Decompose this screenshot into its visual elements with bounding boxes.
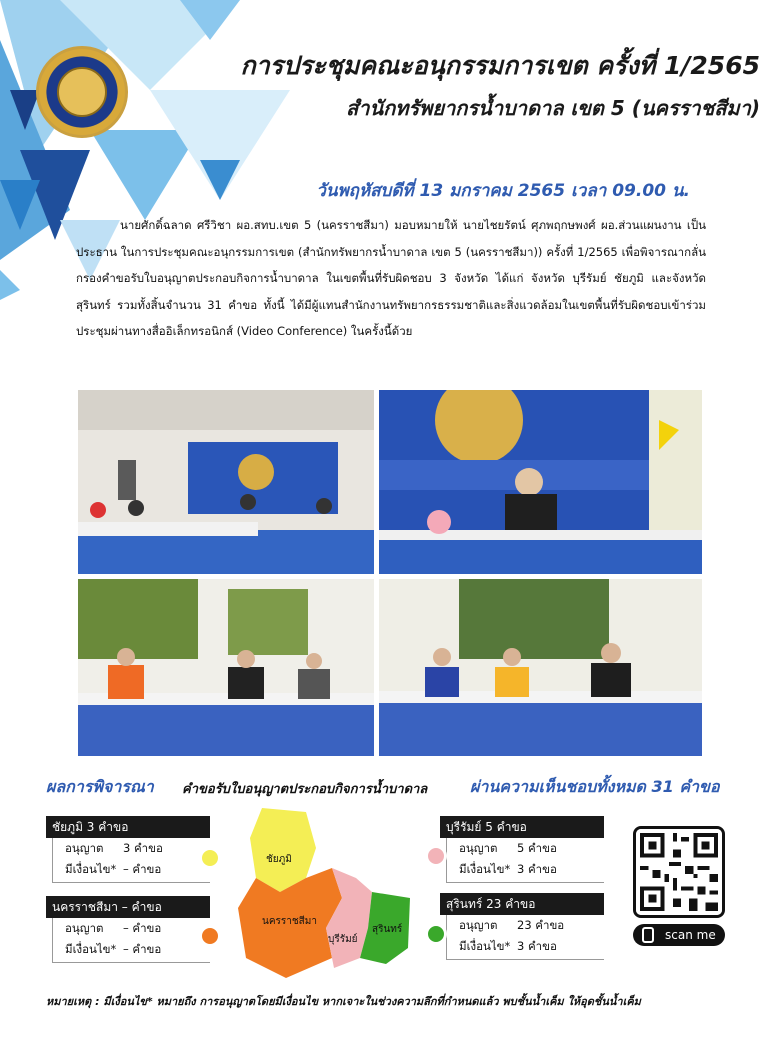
approve-value: 23 คำขอ xyxy=(517,918,565,932)
province-header: นครราชสีมา – คำขอ xyxy=(46,896,210,918)
province-map xyxy=(236,808,416,978)
approve-value: 3 คำขอ xyxy=(123,841,163,855)
result-lead: ผลการพิจารณา xyxy=(46,777,154,796)
meeting-date: วันพฤหัสบดีที่ 13 มกราคม 2565 เวลา 09.00 น. xyxy=(316,181,690,201)
page-subtitle: สำนักทรัพยากรน้ำบาดาล เขต 5 (นครราชสีมา) xyxy=(346,96,760,120)
legend-dot-buriram xyxy=(425,845,447,867)
condition-value: – คำขอ xyxy=(123,942,162,956)
map-label-surin: สุรินทร์ xyxy=(372,924,403,935)
photo-grid xyxy=(78,390,702,756)
logo-emblem xyxy=(57,67,107,117)
approve-label: อนุญาต xyxy=(65,841,104,855)
condition-label: มีเงื่อนไข* xyxy=(459,862,511,876)
meeting-photo-4 xyxy=(379,579,702,756)
result-summary xyxy=(46,775,746,797)
department-logo xyxy=(36,46,128,138)
approve-label: อนุญาต xyxy=(65,921,104,935)
condition-value: – คำขอ xyxy=(123,862,162,876)
province-header: บุรีรัมย์ 5 คำขอ xyxy=(440,816,604,838)
approve-label: อนุญาต xyxy=(459,918,498,932)
province-header: สุรินทร์ 23 คำขอ xyxy=(440,893,604,915)
result-subject: คำขอรับใบอนุญาตประกอบกิจการน้ำบาดาล xyxy=(182,782,428,797)
approve-value: – คำขอ xyxy=(123,921,162,935)
qr-code[interactable] xyxy=(633,826,725,918)
scan-me-label: scan me xyxy=(665,928,716,942)
meeting-photo-2 xyxy=(379,390,702,574)
condition-label: มีเงื่อนไข* xyxy=(65,862,117,876)
province-header: ชัยภูมิ 3 คำขอ xyxy=(46,816,210,838)
result-total: ผ่านความเห็นชอบทั้งหมด 31 คำขอ xyxy=(470,777,720,796)
meeting-description: นายศักดิ์ฉลาด ศรีวิชา ผอ.สทบ.เขต 5 (นครราชสีมา) มอบหมายให้ นายไชยรัตน์ ศุภพฤกษพงศ์ ผอ.ส่วนแผนงาน เป็นประธาน ในการประชุมคณะอนุกรรมการเขต (สำนักทรัพยากรน้ำบาดาล เขต 5 (นครราชสีมา)) ครั้งที่ 1/2565 เพื่อพิจารณากลั่นกรองคำขอรับใบอนุญาตประกอบกิจการน้ำบาดาล ในเขตพื้นที่รับผิดชอบ 3 จังหวัด ได้แก่ จังหวัด บุรีรัมย์ ชัยภูมิ และจังหวัดสุรินทร์ รวมทั้งสิ้นจำนวน 31 คำขอ ทั้งนี้ ได้มีผู้แทนสำนักงานทรัพยากรธรรมชาติและสิ่งแวดล้อมในเขตพื้นที่รับผิดชอบเข้าร่วมประชุมผ่านทางสื่ออิเล็กทรอนิกส์ (Video Conference) ในครั้งนี้ด้วย xyxy=(76,218,706,338)
condition-value: 3 คำขอ xyxy=(517,939,557,953)
condition-label: มีเงื่อนไข* xyxy=(65,942,117,956)
approve-value: 5 คำขอ xyxy=(517,841,557,855)
map-label-buriram: บุรีรัมย์ xyxy=(328,934,358,945)
condition-value: 3 คำขอ xyxy=(517,862,557,876)
meeting-photo-3 xyxy=(78,579,374,756)
province-box-nakhonratchasima xyxy=(46,896,210,963)
scan-me-badge xyxy=(633,924,725,946)
condition-label: มีเงื่อนไข* xyxy=(459,939,511,953)
legend-dot-chaiyaphum xyxy=(199,847,221,869)
legend-dot-nakhonratchasima xyxy=(199,925,221,947)
province-box-buriram xyxy=(440,816,604,883)
legend-dot-surin xyxy=(425,923,447,945)
meeting-photo-1 xyxy=(78,390,374,574)
page-title: การประชุมคณะอนุกรรมการเขต ครั้งที่ 1/2565 xyxy=(240,51,760,80)
footnote: หมายเหตุ : มีเงื่อนไข* หมายถึง การอนุญาตโดยมีเงื่อนไข หากเจาะในช่วงความลึกที่กำหนดแล้ว พบชั้นน้ำเค็ม ให้อุดชั้นน้ำเค็ม xyxy=(46,995,641,1008)
phone-icon xyxy=(642,927,654,943)
map-label-nakhonratchasima: นครราชสีมา xyxy=(262,916,317,927)
province-box-chaiyaphum xyxy=(46,816,210,883)
province-box-surin xyxy=(440,893,604,960)
approve-label: อนุญาต xyxy=(459,841,498,855)
map-label-chaiyaphum: ชัยภูมิ xyxy=(266,854,292,865)
